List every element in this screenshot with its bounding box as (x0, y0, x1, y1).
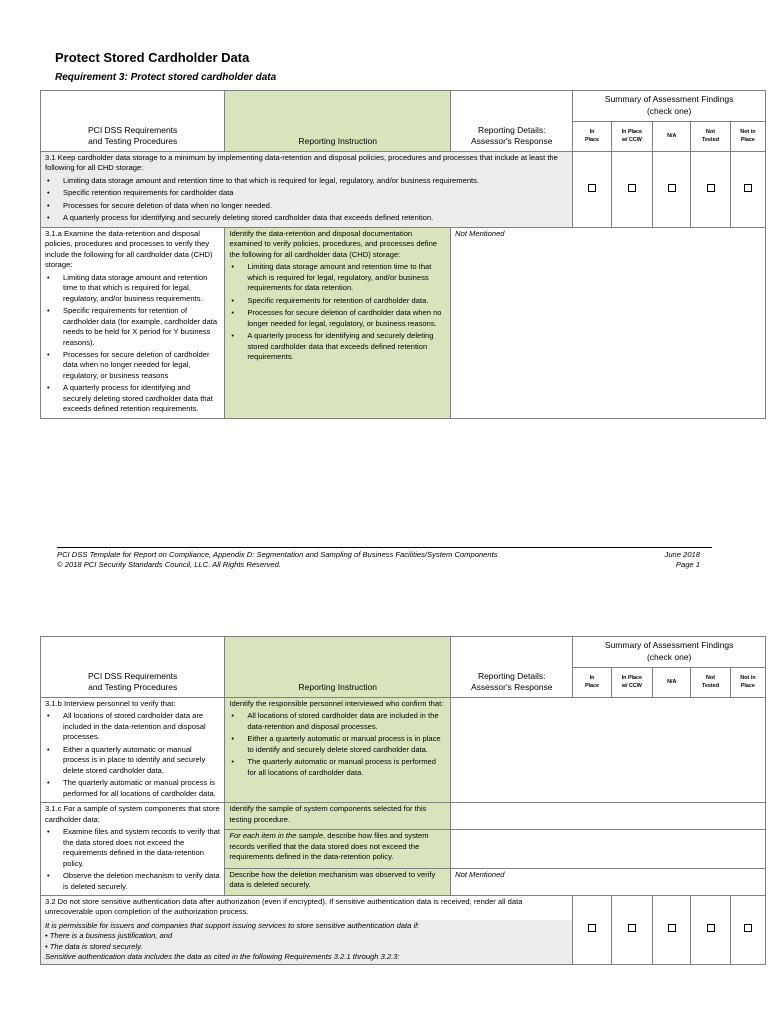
list-item: • Either a quarterly automatic or manual process is in place to identify and securely delete stored cardholder data. (247, 734, 446, 755)
assessor-response-field[interactable] (451, 803, 766, 830)
assessor-response-field[interactable]: Not Mentioned (451, 227, 766, 418)
checkbox-not-in-place[interactable] (730, 152, 765, 228)
list-item: • The quarterly automatic or manual process is performed for all locations of cardholder data. (63, 778, 220, 799)
table-row-3-2 (41, 895, 766, 964)
list-item: • Limiting data storage amount and retention time to that which is required for legal, regulatory, and/or business requirements for data retention. (247, 262, 446, 293)
list-item: • Observe the deletion mechanism to verify data is deleted securely. (63, 871, 220, 892)
summary-findings-header: Summary of Assessment Findings (check one) (573, 637, 766, 668)
list-item: • A quarterly process for identifying and securely deleting stored cardholder data that exceeds defined retention. (63, 213, 568, 223)
list-item: • The quarterly automatic or manual process is performed for all locations of cardholder data. (247, 757, 446, 778)
checkbox-in-place-ccw[interactable] (611, 895, 652, 964)
checkbox-not-tested[interactable] (691, 895, 730, 964)
list-item: • Processes for secure deletion of cardholder data when no longer needed for legal, regulatory, or business reasons. (247, 308, 446, 329)
page-title: Protect Stored Cardholder Data (55, 50, 250, 65)
req-3-1-c-instruction-2: For each item in the sample, describe how files and system records verified that the data stored does not exceed the requirements defined in the data-retention policy. (225, 830, 451, 869)
sub-header-not-in-place: Not in Place (730, 668, 765, 698)
assessor-response-field[interactable] (451, 698, 766, 803)
list-item: • There is a business justification, and (45, 931, 173, 941)
footer-page-info: June 2018 Page 1 (664, 550, 700, 570)
list-item: • Processes for secure deletion of data when no longer needed. (63, 201, 568, 211)
list-item: • Limiting data storage amount and retention time to that which is required for legal, regulatory, and/or business requirements. (63, 273, 220, 304)
assessor-response-field[interactable]: Not Mentioned (451, 868, 766, 895)
col-header-instruction: Reporting Instruction (225, 637, 451, 698)
checkbox-na[interactable] (653, 895, 691, 964)
footer-rule (57, 547, 712, 548)
req-3-2-text: 3.2 Do not store sensitive authentication data after authorization (even if encrypted). If sensitive authentication data is received, render all data unrecoverable upon completion of the authorization process. It is permissible for issuers and companies that support issuing services to store sensitive authentication data if: • There is a business justification, and • The data is stored securely. Sensitive authentication data includes the data as cited in the following Requirements 3.2.1 through 3.2.3: (41, 895, 573, 964)
req-3-1-c-instruction-1: Identify the sample of system components selected for this testing procedure. (225, 803, 451, 830)
sub-header-na: N/A (653, 668, 691, 698)
list-item: • Specific requirements for retention of cardholder data (for example, cardholder data needs to be held for X period for Y business reasons). (63, 306, 220, 348)
sub-header-na: N/A (653, 122, 691, 152)
checkbox-na[interactable] (653, 152, 691, 228)
checkbox-not-tested[interactable] (691, 152, 730, 228)
sub-header-not-in-place: Not in Place (730, 122, 765, 152)
assessor-response-field[interactable] (451, 830, 766, 869)
checkbox-not-in-place[interactable] (730, 895, 765, 964)
req-3-1-c-instruction-3: Describe how the deletion mechanism was observed to verify data is deleted securely. (225, 868, 451, 895)
table-row-3-1-b (41, 698, 766, 803)
col-header-requirements: PCI DSS Requirements and Testing Procedures (41, 91, 225, 152)
req-3-1-b-instruction: Identify the responsible personnel interviewed who confirm that: • All locations of stored cardholder data are included in the data-retention and disposal processes. • Either a quarterly automatic or manual process is in place to identify and securely delete stored cardholder data. • The quarterly automatic or manual process is performed for all locations of cardholder data. (225, 698, 451, 803)
list-item: • The data is stored securely. (45, 941, 143, 951)
req-3-1-c-text: 3.1.c For a sample of system components that store cardholder data: • Examine files and system records to verify that the data stored does not exceed the requirements defined in the data-retention policy. • Observe the deletion mechanism to verify data is deleted securely. (41, 803, 225, 896)
summary-findings-header: Summary of Assessment Findings (check one) (573, 91, 766, 122)
table-row-3-1 (41, 152, 766, 228)
list-item: • All locations of stored cardholder data are included in the data-retention and disposal processes. (247, 711, 446, 732)
req-3-1-a-instruction: Identify the data-retention and disposal documentation examined to verify policies, procedures, and processes define the following for all cardholder data (CHD) storage: • Limiting data storage amount and retention time to that which is required for legal, regulatory, and/or business requirements for data retention. • Specific requirements for retention of cardholder data. • Processes for secure deletion of cardholder data when no longer needed for legal, regulatory, or business reasons. • A quarterly process for identifying and securely deleting stored cardholder data that exceeds defined retention requirements. (225, 227, 451, 418)
list-item: • A quarterly process for identifying and securely deleting stored cardholder data that exceeds defined retention requirements. (63, 383, 220, 414)
req-3-1-b-text: 3.1.b Interview personnel to verify that: • All locations of stored cardholder data are included in the data-retention and disposal processes. • Either a quarterly automatic or manual process is in place to identify and securely delete stored cardholder data. • The quarterly automatic or manual process is performed for all locations of cardholder data. (41, 698, 225, 803)
col-header-details: Reporting Details: Assessor's Response (451, 91, 573, 152)
requirement-subtitle: Requirement 3: Protect stored cardholder data (55, 72, 277, 83)
table-row-3-1-c (41, 803, 766, 830)
list-item: • Processes for secure deletion of cardholder data when no longer needed for legal, regulatory, or business reasons (63, 350, 220, 381)
list-item: • Limiting data storage amount and retention time to that which is required for legal, regulatory, and/or business requirements. (63, 176, 568, 186)
col-header-details: Reporting Details: Assessor's Response (451, 637, 573, 698)
list-item: • Specific retention requirements for cardholder data (63, 188, 568, 198)
list-item: • Specific requirements for retention of cardholder data. (247, 296, 446, 306)
list-item: • Examine files and system records to verify that the data stored does not exceed the requirements defined in the data-retention policy. (63, 827, 220, 869)
sub-header-not-tested: Not Tested (691, 668, 730, 698)
requirements-table-page1 (40, 90, 766, 419)
sub-header-not-tested: Not Tested (691, 122, 730, 152)
req-3-2-note: It is permissible for issuers and companies that support issuing services to store sensitive authentication data if: • There is a business justification, and • The data is stored securely. Sensitive authentication data includes the data as cited in the following Requirements 3.2.1 through 3.2.3: (41, 920, 572, 964)
sub-header-in-place: In Place (573, 122, 611, 152)
col-header-instruction: Reporting Instruction (225, 91, 451, 152)
footer-text: PCI DSS Template for Report on Compliance, Appendix D: Segmentation and Sampling of Business Facilities/System Components © 2018 PCI Security Standards Council, LLC. All Rights Reserved. (57, 550, 498, 570)
checkbox-in-place-ccw[interactable] (611, 152, 652, 228)
req-3-1-text: 3.1 Keep cardholder data storage to a minimum by implementing data-retention and disposal policies, procedures and processes that include at least the following for all CHD storage: • Limiting data storage amount and retention time to that which is required for legal, regulatory, and/or business requirements. • Specific retention requirements for cardholder data • Processes for secure deletion of data when no longer needed. • A quarterly process for identifying and securely deleting stored cardholder data that exceeds defined retention. (41, 152, 573, 228)
sub-header-in-place-ccw: In Place w/ CCW (611, 668, 652, 698)
checkbox-in-place[interactable] (573, 895, 611, 964)
list-item: • Either a quarterly automatic or manual process is in place to identify and securely delete stored cardholder data. (63, 745, 220, 776)
sub-header-in-place: In Place (573, 668, 611, 698)
checkbox-in-place[interactable] (573, 152, 611, 228)
list-item: • A quarterly process for identifying and securely deleting stored cardholder data that exceeds defined retention requirements. (247, 331, 446, 362)
list-item: • All locations of stored cardholder data are included in the data-retention and disposal processes. (63, 711, 220, 742)
requirements-table-page2 (40, 636, 766, 965)
sub-header-in-place-ccw: In Place w/ CCW (611, 122, 652, 152)
req-3-1-a-text: 3.1.a Examine the data-retention and disposal policies, procedures and processes to verify they include the following for all cardholder data (CHD) storage: • Limiting data storage amount and retention time to that which is required for legal, regulatory, and/or business requirements. • Specific requirements for retention of cardholder data (for example, cardholder data needs to be held for X period for Y business reasons). • Processes for secure deletion of cardholder data when no longer needed for legal, regulatory, or business reasons • A quarterly process for identifying and securely deleting stored cardholder data that exceeds defined retention requirements. (41, 227, 225, 418)
col-header-requirements: PCI DSS Requirements and Testing Procedures (41, 637, 225, 698)
table-row-3-1-a (41, 227, 766, 418)
